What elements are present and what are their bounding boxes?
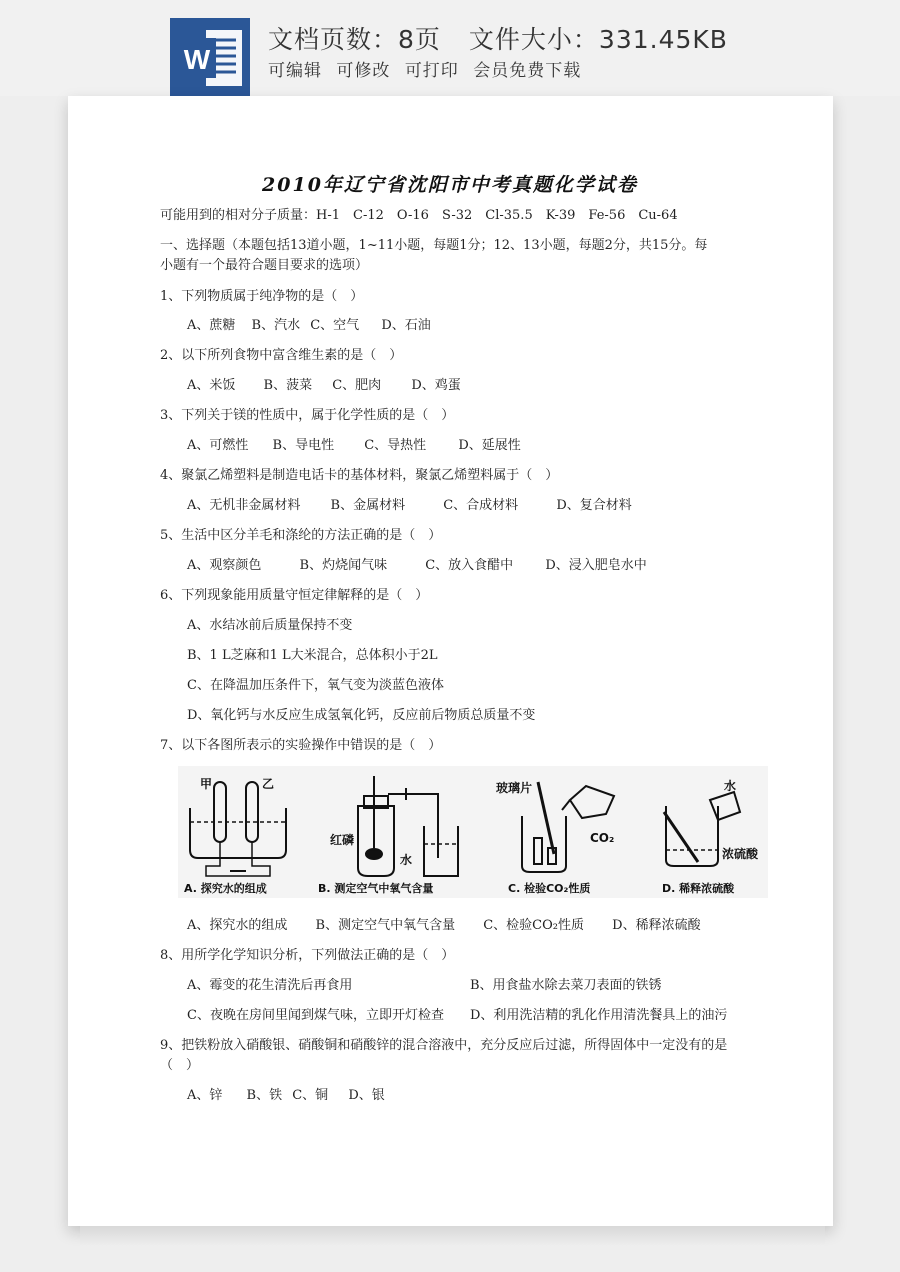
option: A、水结冰前后质量保持不变 [187,618,353,633]
option: B、铁 [246,1088,283,1103]
feature-printable: 可打印 [404,61,459,81]
question-5-options [187,554,647,573]
option: A、锌 [187,1088,223,1103]
svg-text:W: W [183,44,211,75]
option: C、检验CO₂性质 [483,918,584,933]
option: C、合成材料 [443,498,519,513]
label-yi: 乙 [262,777,275,791]
option: D、利用洗洁精的乳化作用清洗餐具上的油污 [470,1008,728,1023]
label-water-b: 水 [400,853,413,867]
caption-b: B. 测定空气中氧气含量 [318,882,434,895]
option: D、浸入肥皂水中 [545,558,647,573]
question-7-options [187,914,701,933]
option: D、延展性 [458,438,521,453]
option: A、米饭 [187,378,236,393]
caption-c: C. 检验CO₂性质 [508,882,591,895]
question-4-options [187,494,632,513]
question-3-stem: 3、下列关于镁的性质中，属于化学性质的是（ ） [160,408,455,423]
question-3-options [187,434,521,453]
atomic-masses: 可能用到的相对分子质量：H-1 C-12 O-16 S-32 Cl-35.5 K-39 Fe-56 Cu-64 [160,208,678,223]
option: C、肥肉 [332,378,382,393]
feature-modifiable: 可修改 [336,61,391,81]
option: D、银 [348,1088,385,1103]
option: A、观察颜色 [187,558,262,573]
question-6-stem: 6、下列现象能用质量守恒定律解释的是（ ） [160,588,429,603]
option: D、石油 [381,318,431,333]
page-count: 文档页数：8页 [268,25,441,54]
option: C、铜 [292,1088,329,1103]
page-shadow [80,1226,825,1246]
option: C、夜晚在房间里闻到煤气味，立即开灯检查 [187,1008,444,1023]
option: A、可燃性 [187,438,249,453]
section-intro-line1: 一、选择题（本题包括13道小题，1~11小题，每题1分；12、13小题，每题2分，共15分。每 [160,238,708,253]
label-glass-slide: 玻璃片 [496,781,533,795]
banner-features [268,56,589,81]
option: C、空气 [310,318,360,333]
label-red-phosphorus: 红磷 [330,833,355,847]
option: A、霉变的花生清洗后再食用 [187,978,353,993]
option: B、1 L芝麻和1 L大米混合，总体积小于2L [187,648,438,663]
figure-c [522,782,614,872]
question-4-stem: 4、聚氯乙烯塑料是制造电话卡的基体材料，聚氯乙烯塑料属于（ ） [160,468,559,483]
option: D、稀释浓硫酸 [612,918,701,933]
question-2-stem: 2、以下所列食物中富含维生素的是（ ） [160,348,403,363]
option: D、复合材料 [556,498,632,513]
experiment-figure [178,766,768,898]
caption-a: A. 探究水的组成 [184,882,267,895]
option: B、汽水 [251,318,301,333]
question-9-stem-cont: （ ） [160,1058,200,1073]
label-jia: 甲 [200,777,213,791]
question-1-stem: 1、下列物质属于纯净物的是（ ） [160,289,364,304]
download-banner [0,0,900,96]
option: B、菠菜 [263,378,313,393]
option: A、探究水的组成 [187,918,288,933]
question-1-options [187,314,431,333]
feature-free-download[interactable]: 会员免费下载 [473,61,582,81]
label-conc-sulfuric-acid: 浓硫酸 [722,847,759,861]
banner-title [268,20,728,56]
option: A、蔗糖 [187,318,236,333]
section-intro-line2: 小题有一个最符合题目要求的选项） [160,258,369,273]
option: C、在降温加压条件下，氧气变为淡蓝色液体 [187,678,444,693]
option: D、氧化钙与水反应生成氢氧化钙，反应前后物质总质量不变 [187,708,536,723]
caption-d: D. 稀释浓硫酸 [662,882,735,895]
option: C、导热性 [364,438,427,453]
option: A、无机非金属材料 [187,498,301,513]
option: B、灼烧闻气味 [299,558,388,573]
question-9-options [187,1084,385,1103]
word-document-icon [170,18,250,96]
question-9-stem: 9、把铁粉放入硝酸银、硝酸铜和硝酸锌的混合溶液中，充分反应后过滤，所得固体中一定没有的是 [160,1038,728,1053]
question-2-options [187,374,461,393]
question-5-stem: 5、生活中区分羊毛和涤纶的方法正确的是（ ） [160,528,442,543]
question-7-stem: 7、以下各图所表示的实验操作中错误的是（ ） [160,738,442,753]
option: B、用食盐水除去菜刀表面的铁锈 [470,978,662,993]
option: B、测定空气中氧气含量 [315,918,456,933]
option: C、放入食醋中 [425,558,514,573]
file-size: 文件大小：331.45KB [468,25,728,54]
question-8-stem: 8、用所学化学知识分析，下列做法正确的是（ ） [160,948,455,963]
label-co2: CO₂ [590,831,615,845]
label-water-d: 水 [724,779,737,793]
feature-editable: 可编辑 [268,61,322,81]
option: B、金属材料 [330,498,406,513]
document-title: 2010年辽宁省沈阳市中考真题化学试卷 [262,174,638,196]
option: B、导电性 [272,438,335,453]
figure-a [190,782,286,876]
option: D、鸡蛋 [411,378,461,393]
